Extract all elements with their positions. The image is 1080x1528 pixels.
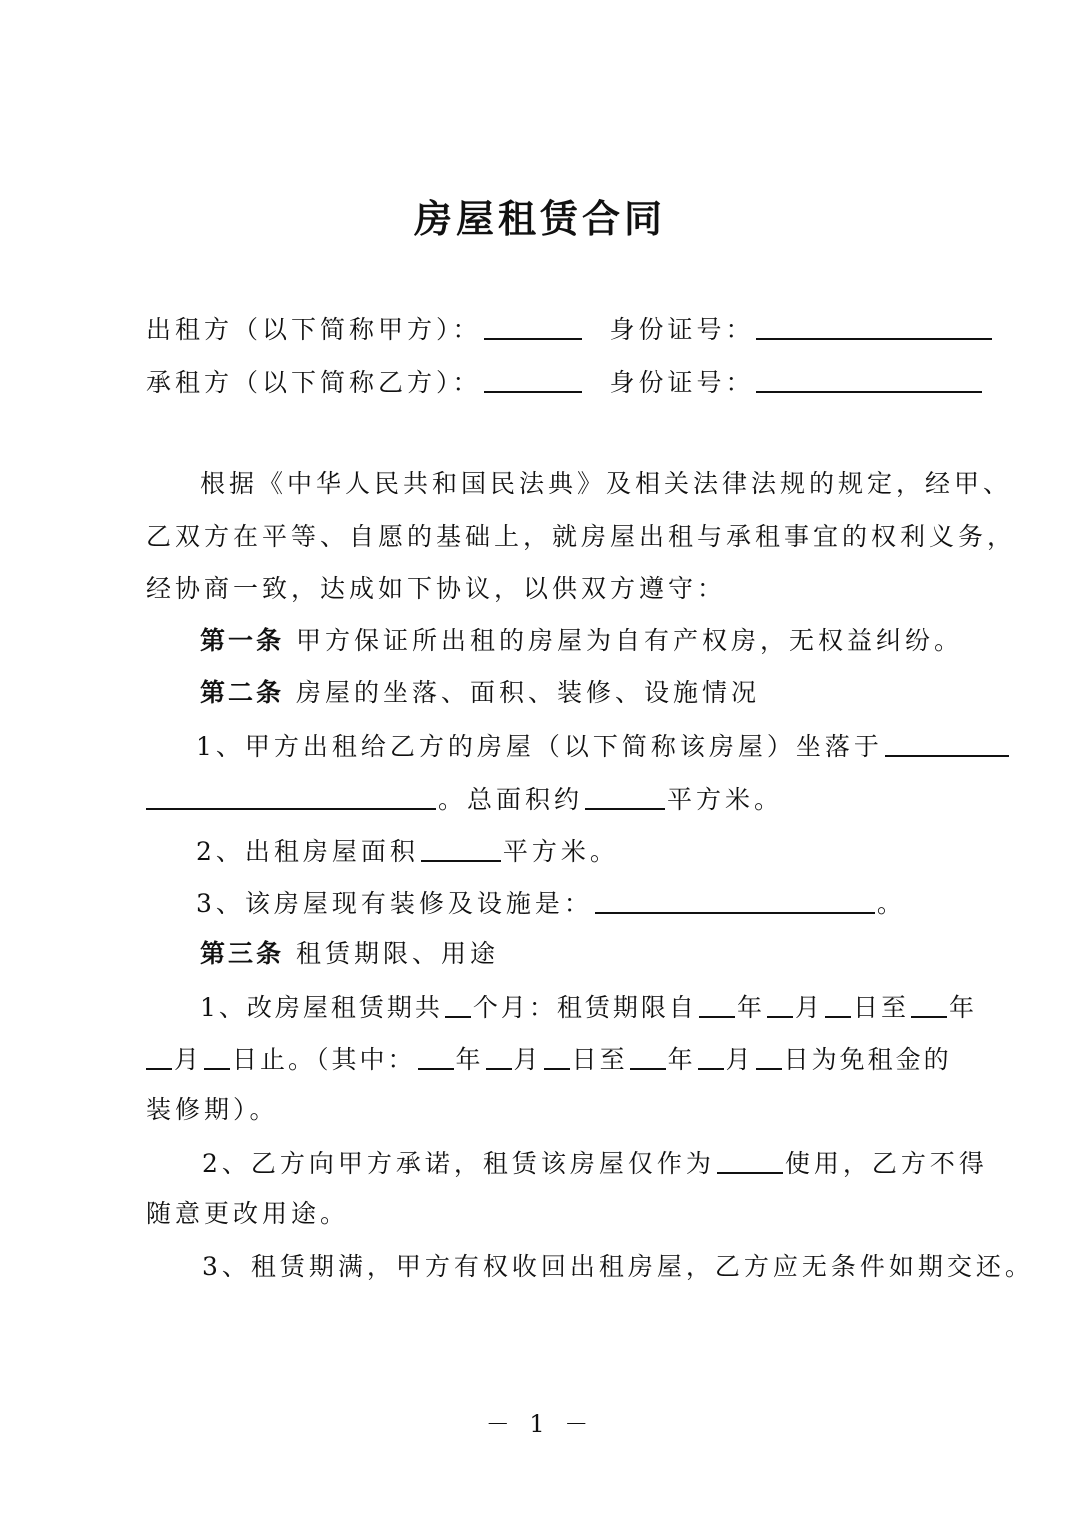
year-label: 年 — [948, 993, 977, 1022]
end-year-blank[interactable] — [911, 988, 947, 1018]
year-label: 年 — [667, 1045, 696, 1074]
article-1 — [200, 623, 963, 659]
location-blank-2[interactable] — [146, 780, 436, 810]
facilities-blank[interactable] — [595, 884, 875, 914]
article-3-item-1-line-2 — [146, 1040, 952, 1078]
start-month-blank[interactable] — [767, 988, 793, 1018]
lessor-id-label: 身份证号： — [609, 315, 755, 344]
month-label: 月 — [174, 1045, 203, 1074]
article-3-heading: 第三条 — [200, 939, 285, 968]
preamble-line-3: 经协商一致，达成如下协议，以供双方遵守： — [146, 574, 727, 603]
end-day-blank[interactable] — [204, 1040, 230, 1070]
month-label: 月 — [794, 993, 823, 1022]
article-2 — [200, 675, 760, 711]
article-1-text: 甲方保证所出租的房屋为自有产权房，无权益纠纷。 — [295, 626, 963, 655]
article-3-item-3: 3、租赁期满，甲方有权收回出租房屋，乙方应无条件如期交还。 — [202, 1252, 1034, 1281]
usage-blank[interactable] — [717, 1144, 783, 1174]
page-number: － 1 － — [485, 1410, 595, 1438]
article-3-item-1-line-1 — [200, 988, 977, 1026]
start-year-blank[interactable] — [699, 988, 735, 1018]
article-1-heading: 第一条 — [200, 626, 285, 655]
lessor-label: 出租方（以下简称甲方）： — [146, 315, 482, 344]
article-3 — [200, 936, 499, 972]
lease-from-label: 个月：租赁期限自 — [472, 993, 697, 1022]
article-2-item-3 — [196, 884, 906, 922]
article-3-item-1-line-3: 装修期）。 — [146, 1095, 279, 1124]
free-end-month-blank[interactable] — [698, 1040, 724, 1070]
facilities-label: 3、该房屋现有装修及设施是： — [196, 889, 593, 918]
preamble-line-1: 根据《中华人民共和国民法典》及相关法律法规的规定，经甲、 — [200, 469, 1013, 498]
free-start-month-blank[interactable] — [486, 1040, 512, 1070]
lease-term-label: 1、改房屋租赁期共 — [200, 993, 443, 1022]
article-2-item-1-text: 1、甲方出租给乙方的房屋（以下简称该房屋）坐落于 — [196, 732, 883, 761]
end-month-blank[interactable] — [146, 1040, 172, 1070]
usage-label-end: 使用，乙方不得 — [784, 1149, 988, 1178]
usage-label: 2、乙方向甲方承诺，租赁该房屋仅作为 — [202, 1149, 715, 1178]
year-label: 年 — [455, 1045, 484, 1074]
lessor-line — [146, 310, 994, 348]
article-2-text: 房屋的坐落、面积、装修、设施情况 — [295, 678, 760, 707]
lessor-id-blank[interactable] — [756, 310, 992, 340]
article-2-item-2 — [196, 832, 619, 870]
rental-area-blank[interactable] — [421, 832, 501, 862]
lessor-name-blank[interactable] — [484, 310, 582, 340]
article-3-item-2-line-2: 随意更改用途。 — [146, 1199, 350, 1228]
day-to-label: 日至 — [852, 993, 909, 1022]
lessee-id-label: 身份证号： — [609, 368, 755, 397]
month-label: 月 — [513, 1045, 542, 1074]
free-end-day-blank[interactable] — [756, 1040, 782, 1070]
article-3-text: 租赁期限、用途 — [295, 939, 499, 968]
year-label: 年 — [736, 993, 765, 1022]
lessee-name-blank[interactable] — [484, 363, 582, 393]
free-start-day-blank[interactable] — [544, 1040, 570, 1070]
article-2-heading: 第二条 — [200, 678, 285, 707]
total-area-label: 。总面积约 — [438, 785, 584, 814]
lessee-label: 承租方（以下简称乙方）： — [146, 368, 482, 397]
free-period-label: 日为免租金的 — [783, 1045, 952, 1074]
free-start-year-blank[interactable] — [418, 1040, 454, 1070]
location-blank-1[interactable] — [885, 727, 1009, 757]
lessee-id-blank[interactable] — [756, 363, 982, 393]
article-3-item-2-line-1 — [202, 1144, 988, 1182]
preamble-line-2: 乙双方在平等、自愿的基础上，就房屋出租与承租事宜的权利义务， — [146, 522, 1017, 551]
term-end-label: 日止。（其中： — [232, 1045, 416, 1074]
rental-area-label: 2、出租房屋面积 — [196, 837, 419, 866]
total-area-blank[interactable] — [585, 780, 665, 810]
rental-area-unit: 平方米。 — [502, 837, 619, 866]
total-area-unit: 平方米。 — [667, 785, 784, 814]
lessee-line — [146, 363, 984, 401]
facilities-end: 。 — [876, 889, 906, 918]
month-label: 月 — [725, 1045, 754, 1074]
free-end-year-blank[interactable] — [630, 1040, 666, 1070]
article-2-item-1-line-2 — [146, 780, 783, 818]
lease-months-blank[interactable] — [445, 988, 471, 1018]
article-2-item-1-line-1 — [196, 727, 1011, 765]
day-to-label: 日至 — [571, 1045, 628, 1074]
document-title: 房屋租赁合同 — [413, 196, 666, 241]
start-day-blank[interactable] — [825, 988, 851, 1018]
